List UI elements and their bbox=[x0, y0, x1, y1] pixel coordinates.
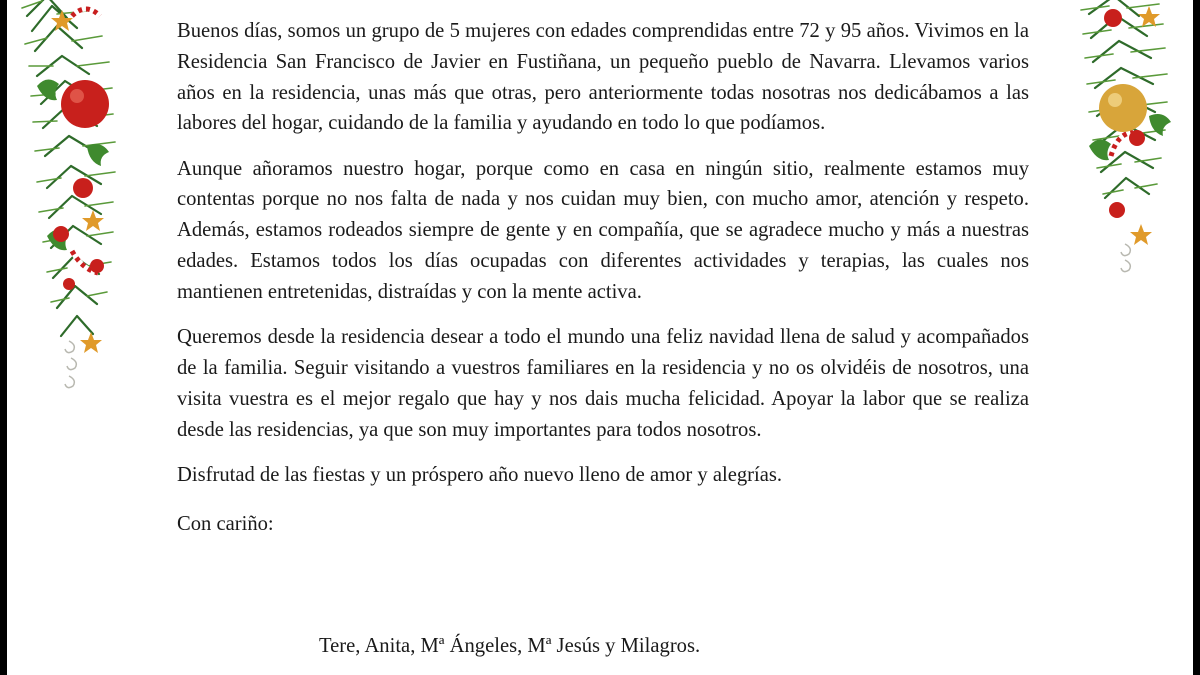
left-christmas-garland-icon bbox=[17, 0, 137, 416]
letter-page bbox=[7, 0, 1193, 675]
paragraph-christmas-wishes: Queremos desde la residencia desear a todo el mundo una feliz navidad llena de salud y acompañados de la familia. Seguir visitando a vuestros familiares en la residencia y no os olvidéis de nosotros, una visita vuestra es el mejor regalo que hay y nos dais mucha felicidad. Apoyar la labor que se realiza desde las residencias, ya que son muy importantes para todos nosotros. bbox=[177, 326, 1029, 441]
paragraph-life-in-residence: Aunque añoramos nuestro hogar, porque como en casa en ningún sitio, realmente estamos muy contentas porque no nos falta de nada y nos cuidan muy bien, con mucho amor, atención y respeto. Además, estamos rodeados siempre de gente y en compañía, que se agradece mucho y más a nuestras edades. Estamos todos los días ocupadas con diferentes actividades y terapias, las cuales nos mantienen entretenidas, distraídas y con la mente activa. bbox=[177, 157, 1029, 303]
paragraph-introduction: Buenos días, somos un grupo de 5 mujeres con edades comprendidas entre 72 y 95 años. Vivimos en la Residencia San Francisco de Javier en Fustiñana, un pequeño pueblo de Navarra. Llevamos varios años en la residencia, unas más que otras, pero anteriormente todas nosotras nos dedicábamos a las labores del hogar, cuidando de la familia y ayudando en todo lo que podíamos. bbox=[177, 20, 1029, 135]
closing-salutation: Con cariño: bbox=[177, 512, 274, 535]
right-christmas-garland-icon bbox=[1069, 0, 1189, 296]
paragraph-new-year-wishes: Disfrutad de las fiestas y un próspero año nuevo lleno de amor y alegrías. bbox=[177, 463, 783, 486]
signature-names: Tere, Anita, Mª Ángeles, Mª Jesús y Milagros. bbox=[319, 635, 701, 657]
letter-body bbox=[177, 16, 1029, 557]
